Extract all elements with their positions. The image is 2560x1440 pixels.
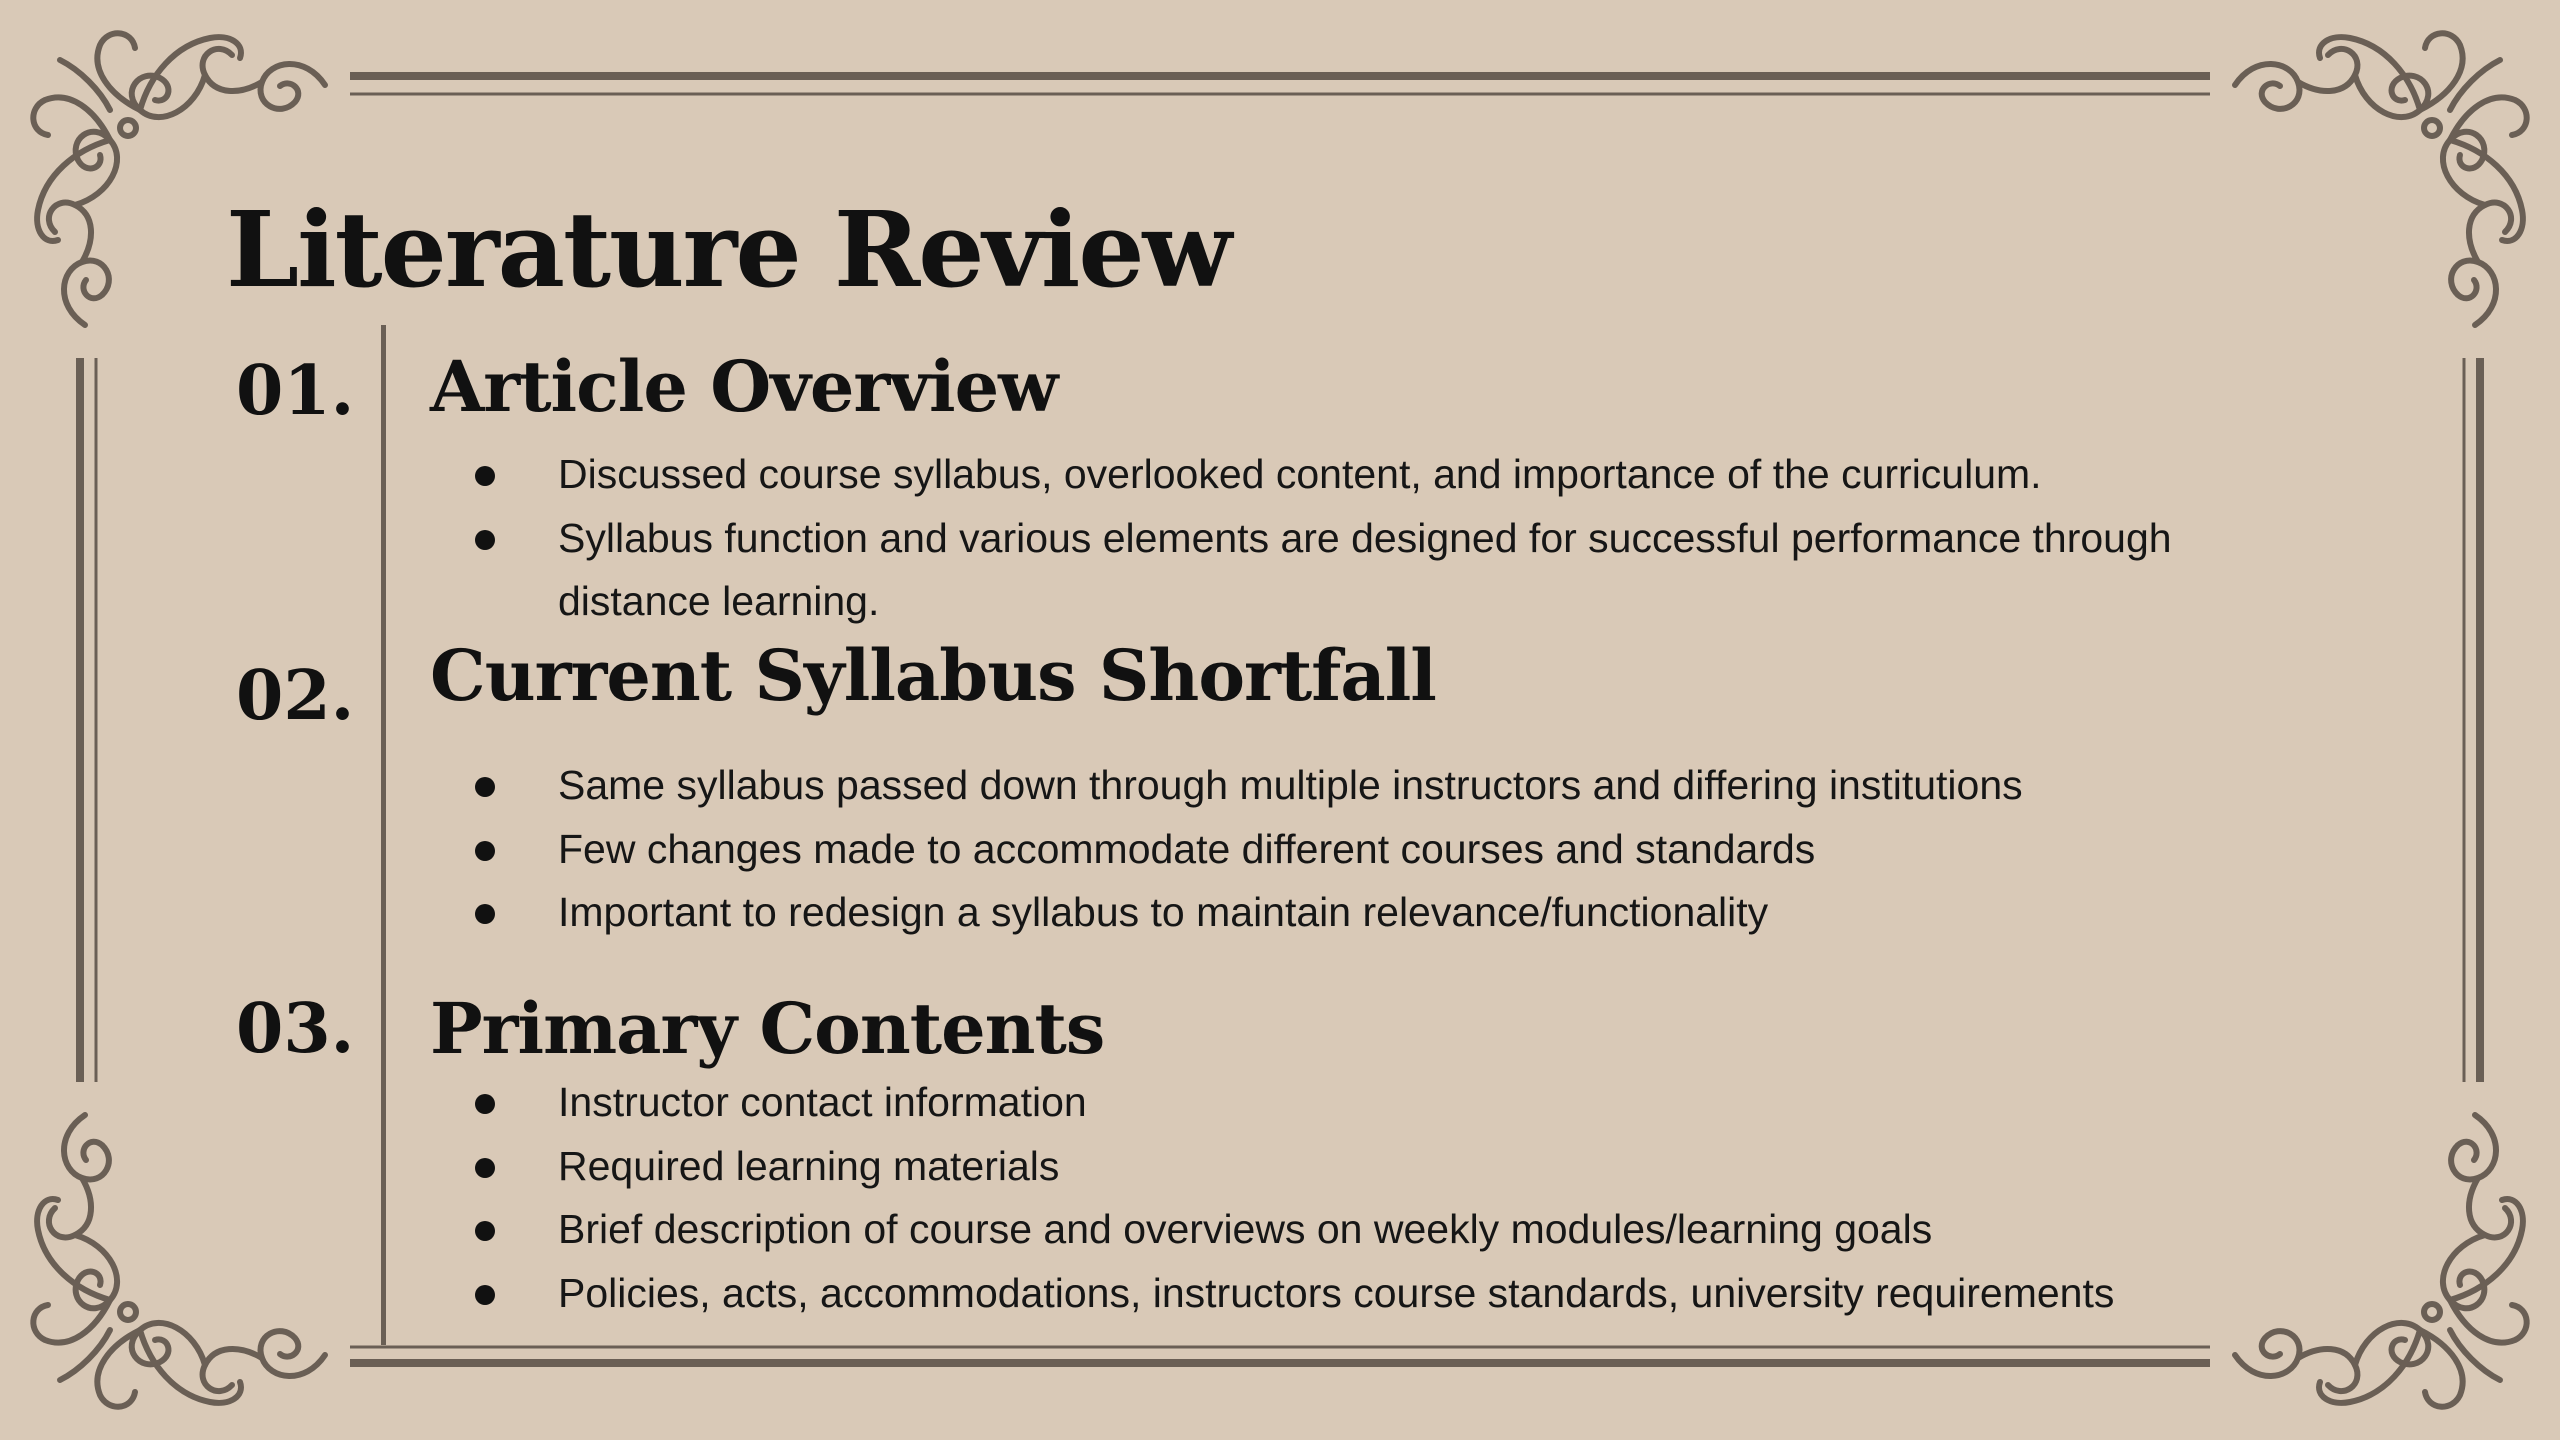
section-number: 02. (236, 656, 355, 736)
bullet-text: Policies, acts, accommodations, instructors course standards, university requirements (558, 1269, 2115, 1316)
section-number: 03. (236, 989, 355, 1069)
bullet-list (470, 443, 2270, 634)
section-heading: Current Syllabus Shortfall (430, 634, 1436, 717)
corner-flourish-icon-bottom-left (33, 1115, 325, 1407)
list-item (470, 818, 2310, 882)
list-item (470, 1198, 2310, 1262)
corner-flourish-icon-top-right (2235, 33, 2527, 325)
bullet-list (470, 754, 2310, 945)
list-item (470, 881, 2310, 945)
bullet-text: Same syllabus passed down through multiple instructors and differing institutions (558, 762, 2023, 808)
bullet-dot-icon (475, 1285, 495, 1305)
bullet-text: Important to redesign a syllabus to maintain relevance/functionality (558, 889, 1769, 935)
bullet-text: Brief description of course and overviews on weekly modules/learning goals (558, 1206, 1933, 1252)
list-item (470, 1262, 2310, 1326)
list-item (470, 754, 2310, 818)
bullet-dot-icon (475, 1221, 495, 1241)
vertical-divider (381, 325, 386, 1345)
section-number: 01. (236, 351, 355, 431)
bullet-list (470, 1071, 2310, 1325)
bullet-text: Discussed course syllabus, overlooked content, and importance of the curriculum. (558, 451, 2042, 497)
bullet-text: Instructor contact information (558, 1079, 1087, 1125)
list-item (470, 1071, 2310, 1135)
bullet-text: Required learning materials (558, 1142, 1060, 1189)
bullet-dot-icon (475, 777, 495, 797)
bullet-dot-icon (475, 904, 495, 924)
slide-title: Literature Review (226, 188, 1231, 311)
bullet-dot-icon (475, 466, 495, 486)
section-heading: Primary Contents (430, 987, 1105, 1070)
list-item (470, 1135, 2310, 1199)
bullet-text: Few changes made to accommodate different courses and standards (558, 825, 1816, 872)
bullet-dot-icon (475, 530, 495, 550)
bullet-dot-icon (475, 1158, 495, 1178)
list-item (470, 443, 2270, 507)
bullet-text: Syllabus function and various elements are designed for successful performance through distance learning. (558, 514, 2172, 624)
bullet-dot-icon (475, 1094, 495, 1114)
section-heading: Article Overview (430, 345, 1058, 428)
list-item (470, 507, 2270, 634)
bullet-dot-icon (475, 841, 495, 861)
